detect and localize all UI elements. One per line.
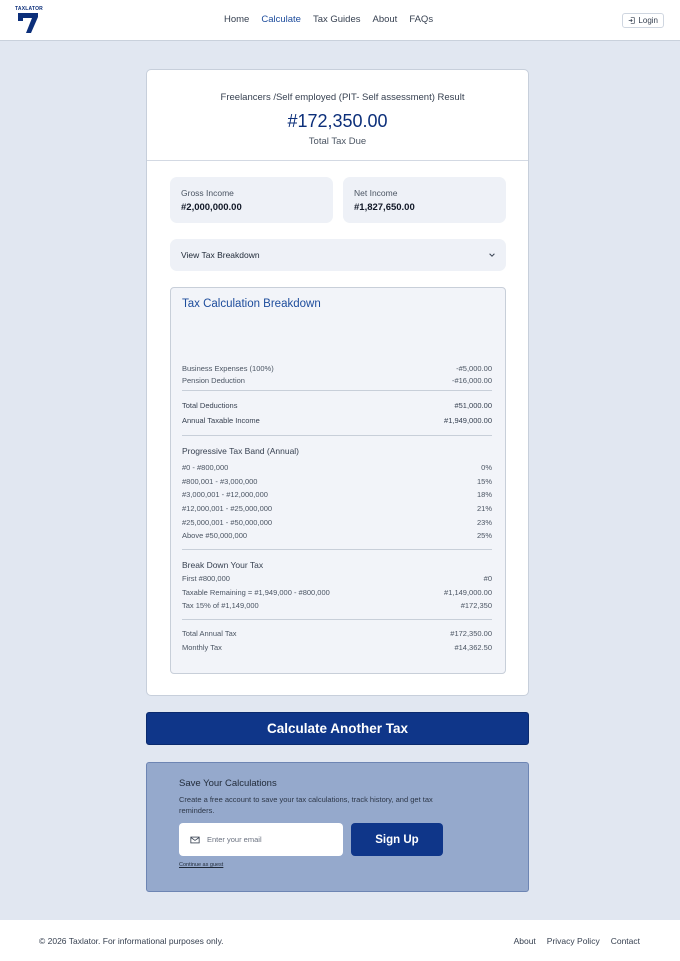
step-label: First #800,000 [182, 574, 230, 583]
deduction-label: Pension Deduction [182, 376, 245, 385]
footer-link-about[interactable]: About [513, 936, 536, 946]
tax-band-row [182, 504, 492, 513]
total-deductions-label: Total Deductions [182, 401, 238, 410]
divider [182, 619, 492, 620]
net-income-label: Net Income [354, 188, 398, 198]
band-range: #800,001 - #3,000,000 [182, 477, 258, 486]
tax-band-row [182, 463, 492, 472]
login-icon [628, 17, 635, 24]
band-range: #12,000,001 - #25,000,000 [182, 504, 273, 513]
band-range: #25,000,001 - #50,000,000 [182, 518, 273, 527]
tax-breakdown-panel [170, 287, 506, 674]
annual-tax-label: Total Annual Tax [182, 629, 237, 638]
copyright-text: © 2026 Taxlator. For informational purposes only. [39, 936, 224, 946]
result-title: Freelancers /Self employed (PIT- Self assessment) Result [220, 92, 465, 103]
save-title: Save Your Calculations [179, 778, 277, 789]
result-card [146, 69, 529, 696]
gross-income-label: Gross Income [181, 188, 234, 198]
logo-seven-icon [17, 12, 39, 34]
divider [182, 435, 492, 436]
divider [182, 549, 492, 550]
breakdown-title: Tax Calculation Breakdown [182, 298, 321, 310]
nav-faqs[interactable]: FAQs [409, 14, 434, 25]
band-rate: 25% [476, 531, 492, 540]
step-label: Taxable Remaining = #1,949,000 - #800,000 [182, 588, 330, 597]
footer-links [503, 936, 640, 946]
band-rate: 15% [476, 477, 492, 486]
tax-step-row [182, 601, 492, 610]
break-down-heading: Break Down Your Tax [182, 560, 264, 570]
taxable-income-row [182, 416, 492, 425]
deduction-row [182, 376, 492, 385]
continue-as-guest-link[interactable]: Continue as guest [179, 862, 224, 868]
deduction-row [182, 364, 492, 373]
chevron-down-icon [488, 251, 496, 259]
view-breakdown-toggle[interactable] [170, 239, 506, 271]
sign-up-button[interactable]: Sign Up [351, 823, 443, 856]
net-income-value: #1,827,650.00 [354, 202, 415, 213]
monthly-tax-row [182, 643, 492, 652]
save-calculations-panel [146, 762, 529, 892]
deduction-label: Business Expenses (100%) [182, 364, 274, 373]
total-tax-amount: #172,350.00 [287, 111, 388, 131]
divider [182, 390, 492, 391]
band-range: #3,000,001 - #12,000,000 [182, 490, 268, 499]
taxlator-logo[interactable] [15, 6, 41, 34]
nav-home[interactable]: Home [224, 14, 250, 25]
nav-calculate[interactable]: Calculate [261, 14, 301, 25]
tax-step-row [182, 574, 492, 583]
nav-about[interactable]: About [372, 14, 398, 25]
login-label: Login [638, 16, 658, 25]
taxable-income-value: #1,949,000.00 [444, 416, 492, 425]
total-deductions-row [182, 401, 492, 410]
step-label: Tax 15% of #1,149,000 [182, 601, 259, 610]
tax-bands-heading: Progressive Tax Band (Annual) [182, 446, 300, 456]
total-tax-label: Total Tax Due [308, 136, 367, 147]
tax-band-row [182, 531, 492, 540]
band-rate: 0% [481, 463, 492, 472]
gross-income-card [170, 177, 333, 223]
step-value: #0 [483, 574, 492, 583]
net-income-card [343, 177, 506, 223]
calculate-another-button[interactable]: Calculate Another Tax [146, 712, 529, 745]
step-value: #172,350 [460, 601, 492, 610]
deduction-value: -#5,000.00 [456, 364, 492, 373]
band-range: #0 - #800,000 [182, 463, 229, 472]
annual-tax-row [182, 629, 492, 638]
monthly-tax-value: #14,362.50 [454, 643, 492, 652]
email-input[interactable] [207, 835, 327, 844]
view-breakdown-label: View Tax Breakdown [181, 250, 260, 260]
total-deductions-value: #51,000.00 [454, 401, 492, 410]
save-description: Create a free account to save your tax calculations, track history, and get tax reminders. [179, 795, 433, 815]
mail-icon [190, 835, 200, 845]
tax-band-row [182, 490, 492, 499]
footer-link-contact[interactable]: Contact [610, 936, 640, 946]
logo-wordmark: TAXLATOR [15, 6, 43, 12]
email-field[interactable] [179, 823, 343, 856]
annual-tax-value: #172,350.00 [450, 629, 492, 638]
band-range: Above #50,000,000 [182, 531, 248, 540]
band-rate: 21% [476, 504, 492, 513]
monthly-tax-label: Monthly Tax [182, 643, 222, 652]
top-navbar [0, 0, 680, 41]
step-value: #1,149,000.00 [444, 588, 492, 597]
result-header [147, 70, 528, 161]
footer [0, 920, 680, 961]
deduction-value: -#16,000.00 [451, 376, 492, 385]
login-button[interactable] [622, 13, 664, 28]
nav-links [224, 14, 445, 25]
nav-tax-guides[interactable]: Tax Guides [312, 14, 361, 25]
tax-step-row [182, 588, 492, 597]
tax-band-row [182, 518, 492, 527]
taxable-income-label: Annual Taxable Income [182, 416, 260, 425]
band-rate: 18% [476, 490, 492, 499]
gross-income-value: #2,000,000.00 [181, 202, 242, 213]
footer-link-privacy[interactable]: Privacy Policy [546, 936, 600, 946]
band-rate: 23% [476, 518, 492, 527]
tax-band-row [182, 477, 492, 486]
